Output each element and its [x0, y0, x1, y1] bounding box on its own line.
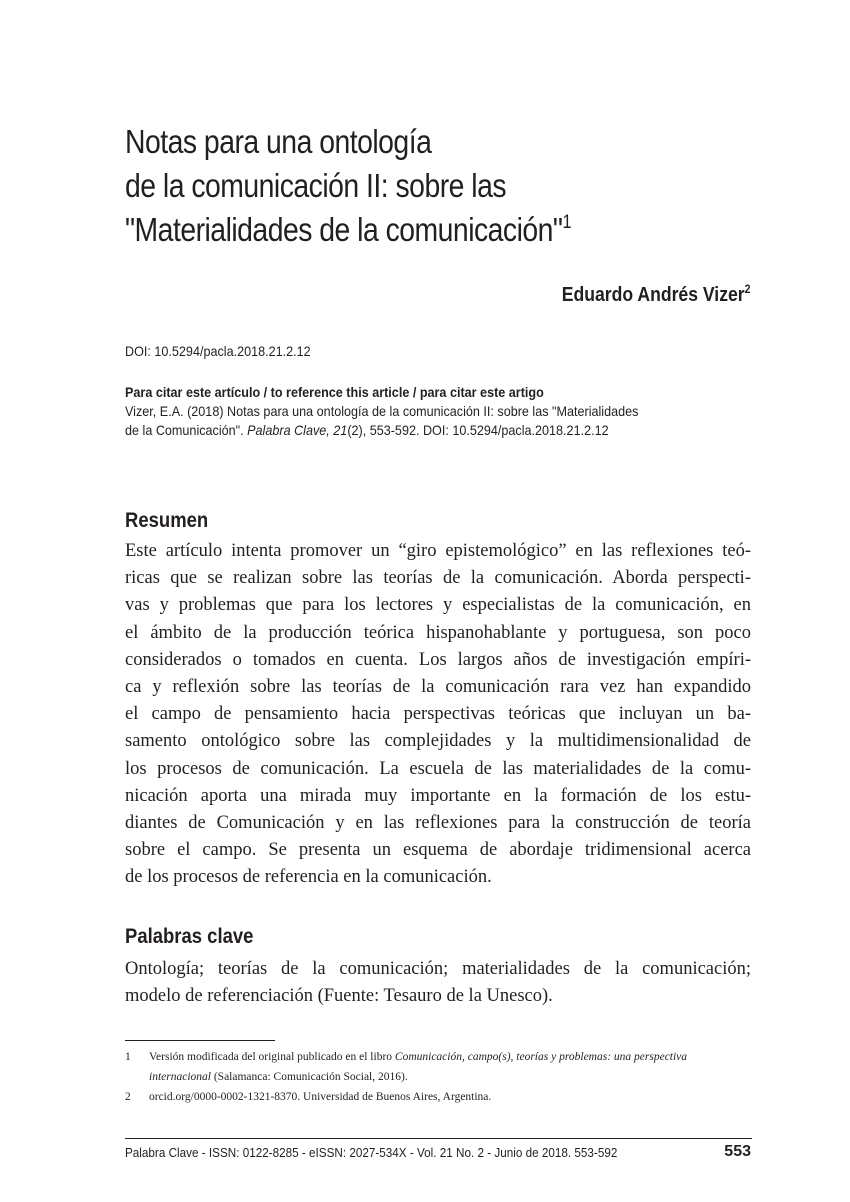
doi[interactable]: DOI: 10.5294/pacla.2018.21.2.12: [125, 343, 311, 359]
running-footer: Palabra Clave - ISSN: 0122-8285 - eISSN: 2027-534X - Vol. 21 No. 2 - Junio de 2018. 553-592: [125, 1145, 618, 1160]
abstract-line: vas y problemas que para los lectores y especialistas de la comunicación, en: [125, 595, 751, 616]
citation-text: (2), 553-592. DOI: 10.5294/pacla.2018.21.2.12: [347, 422, 609, 438]
citation-block: [125, 383, 755, 440]
abstract-line: diantes de Comunicación y en las reflexiones para la construcción de teoría: [125, 813, 751, 834]
author-name-text: Eduardo Andrés Vizer: [562, 284, 746, 306]
title-line-text: "Materialidades de la comunicación": [125, 211, 563, 248]
abstract-line: samento ontológico sobre las complejidades y la multidimensionalidad de: [125, 731, 751, 752]
abstract-line: ca y reflexión sobre las teorías de la comunicación rara vez han expandido: [125, 677, 751, 698]
footnote-book-title: Comunicación, campo(s), teorías y problemas: una perspectiva: [394, 1051, 688, 1063]
footnote-number: 2: [125, 1091, 131, 1103]
author-name: [562, 284, 751, 307]
abstract-line: Este artículo intenta promover un “giro epistemológico” en las reflexiones teó-: [125, 541, 751, 561]
abstract-body: [125, 538, 751, 892]
abstract-line: los procesos de comunicación. La escuela de las materialidades de la comu-: [125, 758, 751, 779]
footnote-divider: [125, 1040, 275, 1041]
keywords-line: modelo de referenciación (Fuente: Tesauro de la Unesco).: [125, 986, 553, 1007]
keywords-heading: Palabras clave: [125, 925, 254, 948]
abstract-line: sobre el campo. Se presenta un esquema de abordaje tridimensional acerca: [125, 840, 751, 861]
abstract-line: el campo de pensamiento hacia perspectivas teóricas que incluyan un ba-: [125, 704, 751, 725]
author-footnote-marker[interactable]: 2: [745, 282, 751, 296]
footnote-number: 1: [125, 1051, 131, 1063]
article-title: [125, 120, 675, 252]
keywords-line: Ontología; teorías de la comunicación; materialidades de la comunicación;: [125, 959, 751, 979]
citation-line: [125, 421, 755, 440]
abstract-line: nicación aporta una mirada muy importante en la formación de los estu-: [125, 785, 751, 806]
footnotes: [125, 1047, 752, 1107]
abstract-line: ricas que se realizan sobre las teorías de la comunicación. Aborda perspecti-: [125, 568, 751, 589]
footnote-line: [149, 1067, 752, 1087]
abstract-heading: Resumen: [125, 509, 209, 532]
title-footnote-marker[interactable]: 1: [562, 212, 572, 233]
footnote-line: [149, 1047, 752, 1067]
citation-journal: Palabra Clave, 21: [247, 422, 348, 438]
footer-divider: [125, 1138, 752, 1139]
title-line: [125, 208, 675, 252]
footnote-text: (Salamanca: Comunicación Social, 2016).: [210, 1071, 408, 1083]
footnote-item: [125, 1047, 752, 1087]
abstract-line: el ámbito de la producción teórica hispanohablante y portuguesa, son poco: [125, 622, 751, 643]
footnote-text: Versión modificada del original publicado en el libro: [149, 1051, 395, 1063]
abstract-line: considerados o tomados en cuenta. Los largos años de investigación empíri-: [125, 649, 751, 670]
citation-heading: Para citar este artículo / to reference this article / para citar este artigo: [125, 384, 544, 400]
abstract-line: de los procesos de referencia en la comunicación.: [125, 867, 492, 888]
page-number: 553: [724, 1143, 751, 1160]
keywords-body: [125, 956, 751, 1010]
footnote-text[interactable]: orcid.org/0000-0002-1321-8370. Universidad de Buenos Aires, Argentina.: [149, 1091, 492, 1103]
footnote-item: [125, 1087, 752, 1107]
citation-line: Vizer, E.A. (2018) Notas para una ontología de la comunicación II: sobre las "Materialidades: [125, 403, 639, 419]
footnote-book-title: internacional: [149, 1071, 211, 1083]
title-line: de la comunicación II: sobre las: [125, 167, 507, 204]
title-line: Notas para una ontología: [125, 123, 432, 160]
citation-text: de la Comunicación".: [125, 422, 248, 438]
